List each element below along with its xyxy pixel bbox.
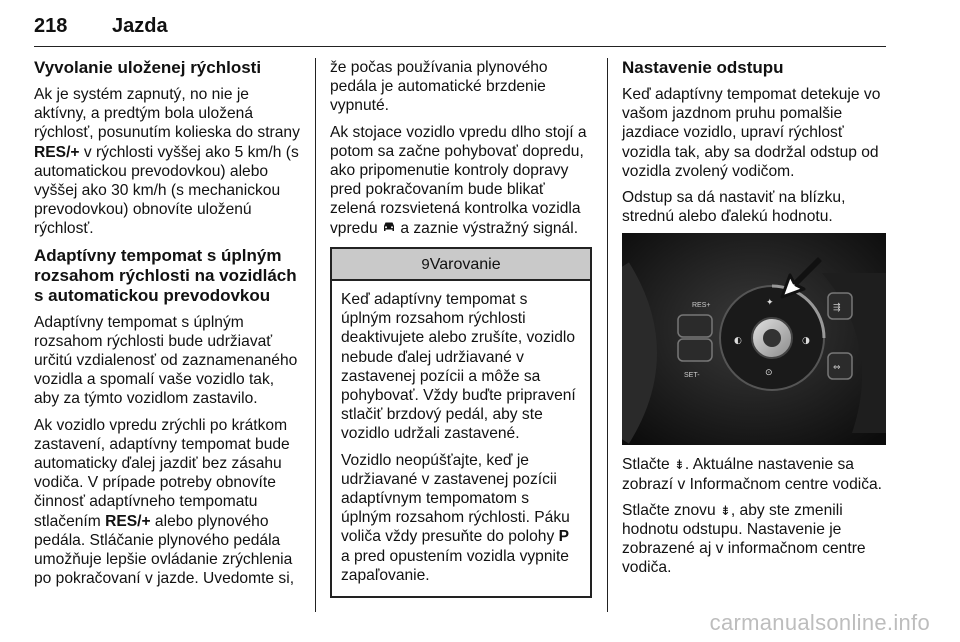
paragraph [330, 123, 592, 238]
gap-distance-icon: ⇟ [719, 502, 731, 518]
text: Stlačte znovu [622, 501, 720, 519]
paragraph: Keď adaptívny tempomat detekuje vo vašom jazdnom pruhu pomalšie jazdiace vozidlo, upraví rýchlosť vozidla tak, aby sa dodržal odstup od vozidla zvolený vodičom. [622, 86, 881, 180]
gear-p: P [558, 528, 569, 546]
paragraph [34, 85, 300, 239]
text: alebo plynového pedála. Stláčanie plynového pedála umožňuje lepšie ovládanie zrýchlenia po pokračovaní v jazde. Uvedomte si, [34, 512, 295, 588]
heading-recall-speed: Vyvolanie uloženej rýchlosti [34, 58, 262, 77]
heading-adaptive-cruise: Adaptívny tempomat s úplným rozsahom rýchlosti na vozidlách s automatickou prevodovkou [34, 245, 297, 305]
paragraph [622, 501, 886, 578]
column-2 [330, 58, 592, 598]
column-3 [622, 58, 886, 585]
column-1 [34, 58, 300, 595]
paragraph: Odstup sa dá nastaviť na blízku, strednú alebo ďalekú hodnotu. [622, 189, 846, 226]
text: Ak je systém zapnutý, no nie je aktívny, a predtým bola uložená rýchlosť, posunutím kolieska do strany [34, 86, 300, 142]
text: Vozidlo neopúšťajte, keď je udržiavané v zastavenej pozícii adaptívnym tempomatom s úplným rozsahom rýchlosti. Páku voliča vždy presuňte do polohy [341, 451, 570, 546]
warning-body [332, 281, 590, 596]
svg-text:⇶: ⇶ [833, 303, 841, 314]
res-key: RES/+ [34, 143, 80, 161]
section-title: Jazda [112, 15, 168, 37]
svg-text:◑: ◑ [802, 336, 810, 347]
svg-text:⇔: ⇔ [833, 363, 841, 374]
heading-gap-setting: Nastavenie odstupu [622, 58, 784, 77]
res-label: RES+ [692, 302, 711, 310]
watermark: carmanualsonline.info [709, 610, 930, 635]
text: Ak vozidlo vpredu zrýchli po krátkom zastavení, adaptívny tempomat bude automaticky ďalej jazdiť bez zásahu vodiča. V prípade potreby obnovíte činnosť adaptívneho tempomatu stlačením [34, 416, 290, 530]
warning-title: Varovanie [429, 255, 501, 273]
paragraph [341, 451, 581, 585]
steering-wheel-controls-photo [622, 233, 886, 445]
paragraph: Adaptívny tempomat s úplným rozsahom rýchlosti bude udržiavať určitú vzdialenosť od zaznamenaného vozidla a spomalí vaše vozidlo tak, aby za týmto vozidlom zastavilo. [34, 313, 298, 408]
paragraph [34, 416, 300, 589]
text: . Aktuálne nastavenie sa zobrazí v Informačnom centre vodiča. [622, 456, 883, 493]
text: a zaznie výstražný signál. [396, 219, 579, 237]
warning-symbol: 9 [421, 255, 430, 273]
text: Ak stojace vozidlo vpredu dlho stojí a potom sa začne pohybovať dopredu, ako pripomenutie kontroly dopravy pred pokračovaním bude blikať zelená rozsvietená kontrolka vozidla vpredu [330, 123, 587, 237]
text: , aby ste zmenili hodnotu odstupu. Nastavenie je zobrazené aj v informačnom centre vodiča. [622, 501, 866, 577]
column-divider [315, 58, 316, 612]
text: a pred opustením vozidla vypnite zapaľovanie. [341, 547, 569, 584]
svg-text:◐: ◐ [734, 336, 742, 347]
gap-distance-icon: ⇟ [674, 457, 685, 473]
res-key: RES/+ [105, 512, 151, 530]
text: Stlačte [622, 456, 675, 474]
page-number: 218 [34, 15, 68, 37]
text: v rýchlosti vyššej ako 5 km/h (s automatickou prevodovkou) alebo vyššej ako 30 km/h (s mechanickou prevodovkou) obnovíte uloženú rýchlosť. [34, 143, 299, 238]
warning-box [330, 247, 592, 598]
car-front-icon [382, 219, 396, 238]
set-label: SET- [684, 372, 700, 380]
svg-text:⊙: ⊙ [765, 368, 773, 379]
paragraph: Keď adaptívny tempomat s úplným rozsahom rýchlosti deaktivujete alebo zrušíte, vozidlo nebude ďalej udržiavané v zastavenej pozícii a môže sa pohybovať. Vždy buďte pripravení stlačiť brzdový pedál, aby ste vozidlo udržali zastavené. [341, 291, 576, 443]
column-divider [607, 58, 608, 612]
paragraph: že počas používania plynového pedála je automatické brzdenie vypnuté. [330, 59, 548, 115]
svg-text:✦: ✦ [766, 298, 774, 309]
header-rule [34, 46, 886, 47]
warning-header [332, 249, 590, 281]
paragraph [622, 455, 886, 493]
